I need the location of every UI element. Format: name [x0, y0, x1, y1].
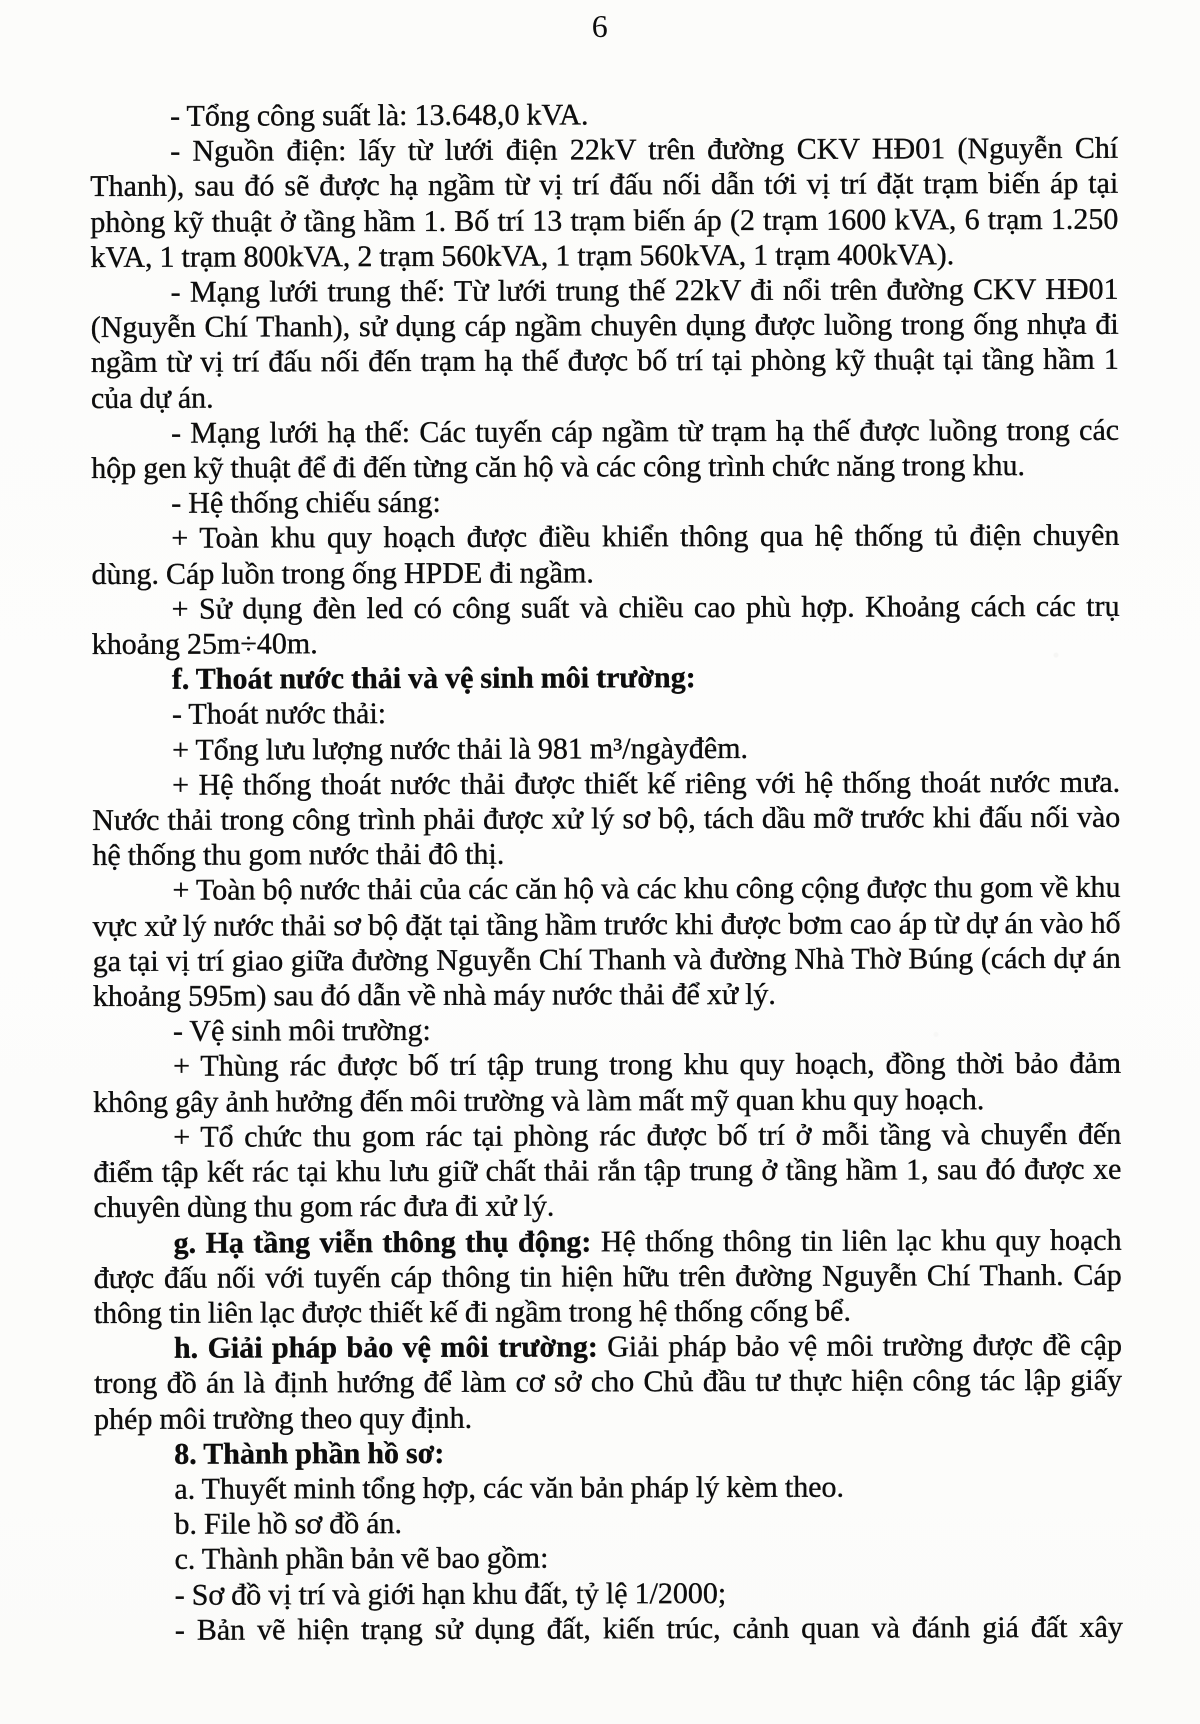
paragraph-text: - Sơ đồ vị trí và giới hạn khu đất, tỷ lệ 1/2000;: [174, 1576, 727, 1612]
paragraph-text: a. Thuyết minh tổng hợp, các văn bản pháp lý kèm theo.: [174, 1470, 845, 1506]
paragraph-text: + Thùng rác được bố trí tập trung trong khu quy hoạch, đồng thời bảo đảm không gây ảnh hưởng đến môi trường và làm mất mỹ quan khu quy hoạch.: [93, 1047, 1122, 1119]
paragraph-text: + Sử dụng đèn led có công suất và chiều cao phù hợp. Khoảng cách các trụ khoảng 25m÷40m.: [91, 589, 1120, 662]
paragraph: [93, 1011, 1121, 1049]
paragraph-text: - Bản vẽ hiện trạng sử dụng đất, kiến trúc, cảnh quan và đánh giá đất xây: [174, 1610, 1123, 1647]
paragraph: [93, 1046, 1121, 1120]
paragraph-text: - Mạng lưới hạ thế: Các tuyến cáp ngầm từ trạm hạ thế được luồng trong các hộp gen kỹ thuật để đi đến từng căn hộ và các công trình chức năng trong khu.: [91, 413, 1120, 486]
paragraph: [92, 729, 1120, 767]
document-body: [90, 96, 1123, 1648]
paragraph: [92, 694, 1120, 732]
paragraph: [94, 1469, 1122, 1507]
paragraph-text: + Tổ chức thu gom rác tại phòng rác được bố trí ở mỗi tầng và chuyển đến điểm tập kết rác tại khu lưu giữ chất thải rắn tập trung ở tầng hầm 1, sau đó được xe chuyên dùng thu gom rác đưa đi xử lý.: [93, 1117, 1122, 1225]
paragraph: [91, 518, 1119, 592]
paragraph-text: c. Thành phần bản vẽ bao gồm:: [174, 1541, 549, 1577]
paragraph-text: + Toàn khu quy hoạch được điều khiển thông qua hệ thống tủ điện chuyên dùng. Cáp luồn trong ống HPDE đi ngầm.: [91, 519, 1120, 591]
paragraph-text: - Thoát nước thải:: [171, 697, 387, 732]
paragraph-text: - Mạng lưới trung thế: Từ lưới trung thế 22kV đi nổi trên đường CKV HĐ01 (Nguyễn Chí Thanh), sử dụng cáp ngầm chuyên dụng được luồng trong ống nhựa đi ngầm từ vị trí đấu nối đến trạm hạ thế được bố trí tại phòng kỹ thuật tại tầng hầm 1 của dự án.: [90, 272, 1119, 415]
paragraph: [92, 870, 1120, 1014]
paragraph: [94, 1504, 1122, 1542]
paragraph-text: 8. Thành phần hồ sơ:: [174, 1436, 445, 1471]
paragraph-text: + Hệ thống thoát nước thải được thiết kế riêng với hệ thống thoát nước mưa. Nước thải trong công trình phải được xử lý sơ bộ, tách dầu mỡ trước khi đấu nối vào hệ thống thu gom nước thải đô thị.: [92, 765, 1121, 873]
paragraph-bold-lead: h. Giải pháp bảo vệ môi trường:: [173, 1330, 598, 1365]
paragraph: [95, 1609, 1123, 1647]
paragraph: [90, 96, 1118, 134]
paragraph-text: - Tổng công suất là: 13.648,0 kVA.: [170, 98, 589, 133]
paragraph: [94, 1222, 1122, 1331]
paragraph-text: - Vệ sinh môi trường:: [172, 1014, 431, 1049]
paragraph: [92, 765, 1120, 874]
paragraph: [92, 659, 1120, 697]
paragraph: [91, 272, 1119, 416]
paragraph-bold-lead: g. Hạ tầng viễn thông thụ động:: [173, 1224, 592, 1260]
page-number: 6: [591, 8, 609, 44]
paragraph: [95, 1539, 1123, 1577]
paragraph: [93, 1117, 1121, 1226]
paragraph: [90, 131, 1118, 275]
paragraph-text: - Hệ thống chiếu sáng:: [171, 486, 441, 520]
paragraph-text: Hệ thống thông tin liên lạc khu quy hoạch được đấu nối với tuyến cáp thông tin hiện hữu trên đường Nguyễn Chí Thanh. Cáp thông tin liên lạc được thiết kế đi ngầm trong hệ thống cống bể.: [93, 1223, 1122, 1330]
paragraph-text: b. File hồ sơ đồ án.: [174, 1507, 403, 1541]
paragraph-text: + Tổng lưu lượng nước thải là 981 m³/ngàyđêm.: [171, 731, 749, 767]
paragraph: [94, 1328, 1122, 1437]
paragraph: [92, 589, 1120, 663]
paragraph-text: - Nguồn điện: lấy từ lưới điện 22kV trên đường CKV HĐ01 (Nguyễn Chí Thanh), sau đó sẽ được hạ ngầm từ vị trí đấu nối dẫn tới vị trí đặt trạm biến áp tại phòng kỹ thuật ở tầng hầm 1. Bố trí 13 trạm biến áp (2 trạm 1600 kVA, 6 trạm 1.250 kVA, 1 trạm 800kVA, 2 trạm 560kVA, 1 trạm 560kVA, 1 trạm 400kVA).: [90, 131, 1119, 274]
paragraph: [91, 413, 1119, 487]
paragraph-text: + Toàn bộ nước thải của các căn hộ và các khu công cộng được thu gom về khu vực xử lý nước thải sơ bộ đặt tại tầng hầm trước khi được bơm cao áp từ dự án vào hố ga tại vị trí giao giữa đường Nguyễn Chí Thanh và đường Nhà Thờ Búng (cách dự án khoảng 595m) sau đó dẫn về nhà máy nước thải để xử lý.: [92, 871, 1121, 1014]
paragraph: [95, 1574, 1123, 1612]
paragraph-text: Giải pháp bảo vệ môi trường được đề cập trong đồ án là định hướng để làm cơ sở cho Chủ đầu tư thực hiện công tác lập giấy phép môi trường theo quy định.: [93, 1328, 1123, 1436]
paragraph: [91, 483, 1119, 521]
paragraph-text: f. Thoát nước thải và vệ sinh môi trường:: [171, 661, 696, 696]
paragraph: [94, 1433, 1122, 1471]
